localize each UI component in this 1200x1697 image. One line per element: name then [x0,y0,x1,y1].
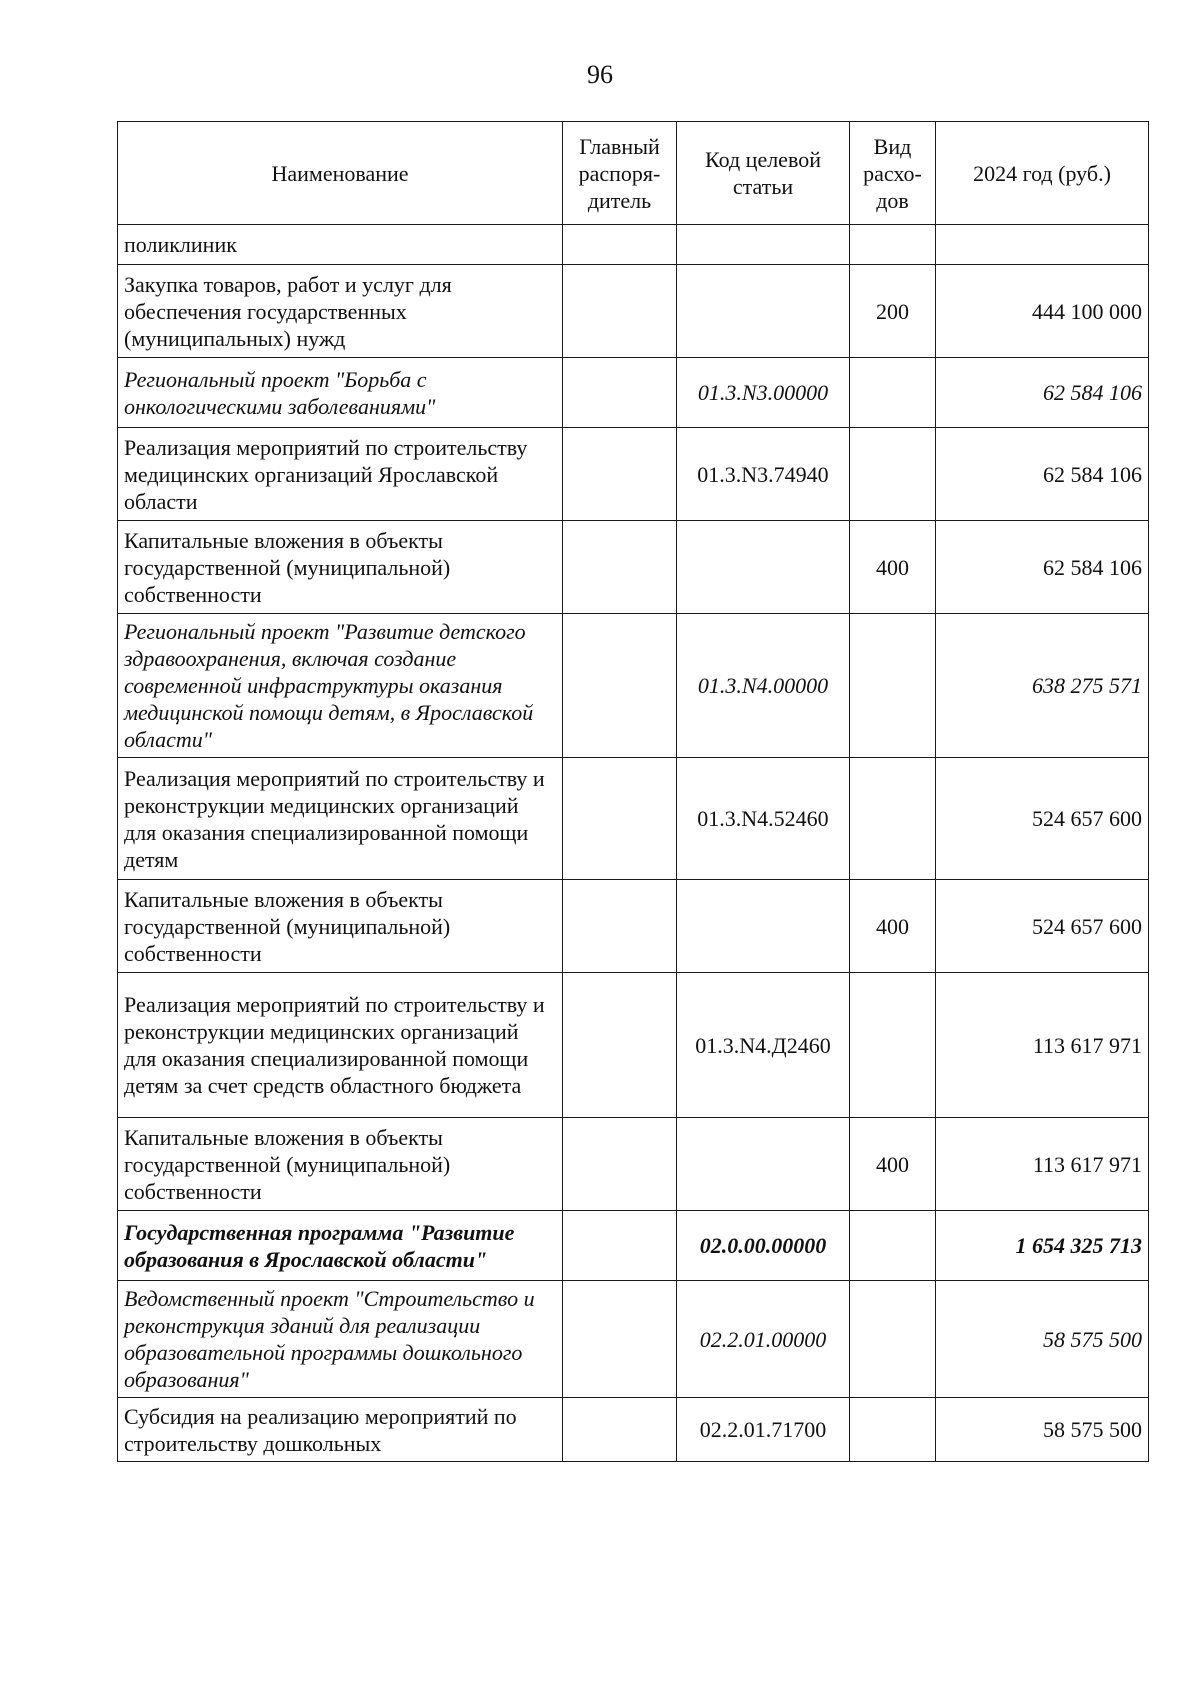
table-body [118,225,1149,1462]
cell-code: 01.3.N3.00000 [677,358,850,428]
cell-code [677,1118,850,1211]
cell-code: 01.3.N3.74940 [677,428,850,521]
cell-name: Капитальные вложения в объекты государственной (муниципальной) собственности [118,880,563,973]
cell-type [850,758,936,880]
cell-amount: 444 100 000 [936,265,1149,358]
cell-name: Капитальные вложения в объекты государственной (муниципальной) собственности [118,521,563,614]
table-row [118,428,1149,521]
table-row [118,521,1149,614]
cell-name: Реализация мероприятий по строительству медицинских организаций Ярославской области [118,428,563,521]
cell-type: 400 [850,521,936,614]
cell-name: Региональный проект "Борьба с онкологическими заболеваниями" [118,358,563,428]
table-row [118,1398,1149,1462]
cell-amount: 113 617 971 [936,1118,1149,1211]
cell-amount: 62 584 106 [936,358,1149,428]
table-row [118,880,1149,973]
cell-amount: 62 584 106 [936,428,1149,521]
cell-admin [563,1281,677,1398]
cell-code [677,521,850,614]
cell-name: Капитальные вложения в объекты государственной (муниципальной) собственности [118,1118,563,1211]
cell-admin [563,1118,677,1211]
cell-admin [563,880,677,973]
cell-code: 02.2.01.00000 [677,1281,850,1398]
table-row [118,358,1149,428]
table-row [118,225,1149,265]
table-row [118,1211,1149,1281]
cell-code: 02.0.00.00000 [677,1211,850,1281]
cell-code [677,225,850,265]
cell-amount: 58 575 500 [936,1281,1149,1398]
table-row [118,265,1149,358]
cell-code: 01.3.N4.00000 [677,614,850,758]
cell-admin [563,758,677,880]
cell-code: 01.3.N4.52460 [677,758,850,880]
cell-type: 200 [850,265,936,358]
cell-code [677,265,850,358]
cell-admin [563,428,677,521]
cell-admin [563,358,677,428]
header-type: Вид расхо-дов [850,122,936,225]
cell-type [850,225,936,265]
cell-admin [563,1398,677,1462]
cell-name: Реализация мероприятий по строительству и реконструкции медицинских организаций для оказания специализированной помощи детям за счет средств областного бюджета [118,973,563,1118]
cell-type [850,614,936,758]
budget-table [117,121,1149,1462]
cell-type [850,1211,936,1281]
cell-name: Закупка товаров, работ и услуг для обеспечения государственных (муниципальных) нужд [118,265,563,358]
cell-admin [563,614,677,758]
cell-amount: 62 584 106 [936,521,1149,614]
table-header-row [118,122,1149,225]
cell-name: Региональный проект "Развитие детского здравоохранения, включая создание современной инфраструктуры оказания медицинской помощи детям, в Ярославской области" [118,614,563,758]
cell-name: Субсидия на реализацию мероприятий по строительству дошкольных [118,1398,563,1462]
cell-amount: 524 657 600 [936,758,1149,880]
table-row [118,758,1149,880]
cell-code: 02.2.01.71700 [677,1398,850,1462]
cell-code: 01.3.N4.Д2460 [677,973,850,1118]
cell-type [850,1398,936,1462]
cell-name: поликлиник [118,225,563,265]
cell-admin [563,521,677,614]
cell-amount: 1 654 325 713 [936,1211,1149,1281]
cell-amount: 58 575 500 [936,1398,1149,1462]
cell-amount: 113 617 971 [936,973,1149,1118]
header-code: Код целевой статьи [677,122,850,225]
cell-admin [563,265,677,358]
table-row [118,1118,1149,1211]
cell-code [677,880,850,973]
cell-admin [563,1211,677,1281]
cell-type: 400 [850,1118,936,1211]
cell-name: Ведомственный проект "Строительство и реконструкция зданий для реализации образовательной программы дошкольного образования" [118,1281,563,1398]
header-admin: Главный распоря-дитель [563,122,677,225]
cell-type [850,1281,936,1398]
cell-type [850,358,936,428]
table-row [118,614,1149,758]
cell-admin [563,225,677,265]
cell-type [850,428,936,521]
cell-admin [563,973,677,1118]
cell-name: Государственная программа "Развитие образования в Ярославской области" [118,1211,563,1281]
cell-amount: 524 657 600 [936,880,1149,973]
cell-amount [936,225,1149,265]
cell-name: Реализация мероприятий по строительству и реконструкции медицинских организаций для оказания специализированной помощи детям [118,758,563,880]
page-number: 96 [587,60,613,89]
cell-type [850,973,936,1118]
table-row [118,973,1149,1118]
cell-type: 400 [850,880,936,973]
table-row [118,1281,1149,1398]
header-amount: 2024 год (руб.) [936,122,1149,225]
header-name: Наименование [118,122,563,225]
cell-amount: 638 275 571 [936,614,1149,758]
